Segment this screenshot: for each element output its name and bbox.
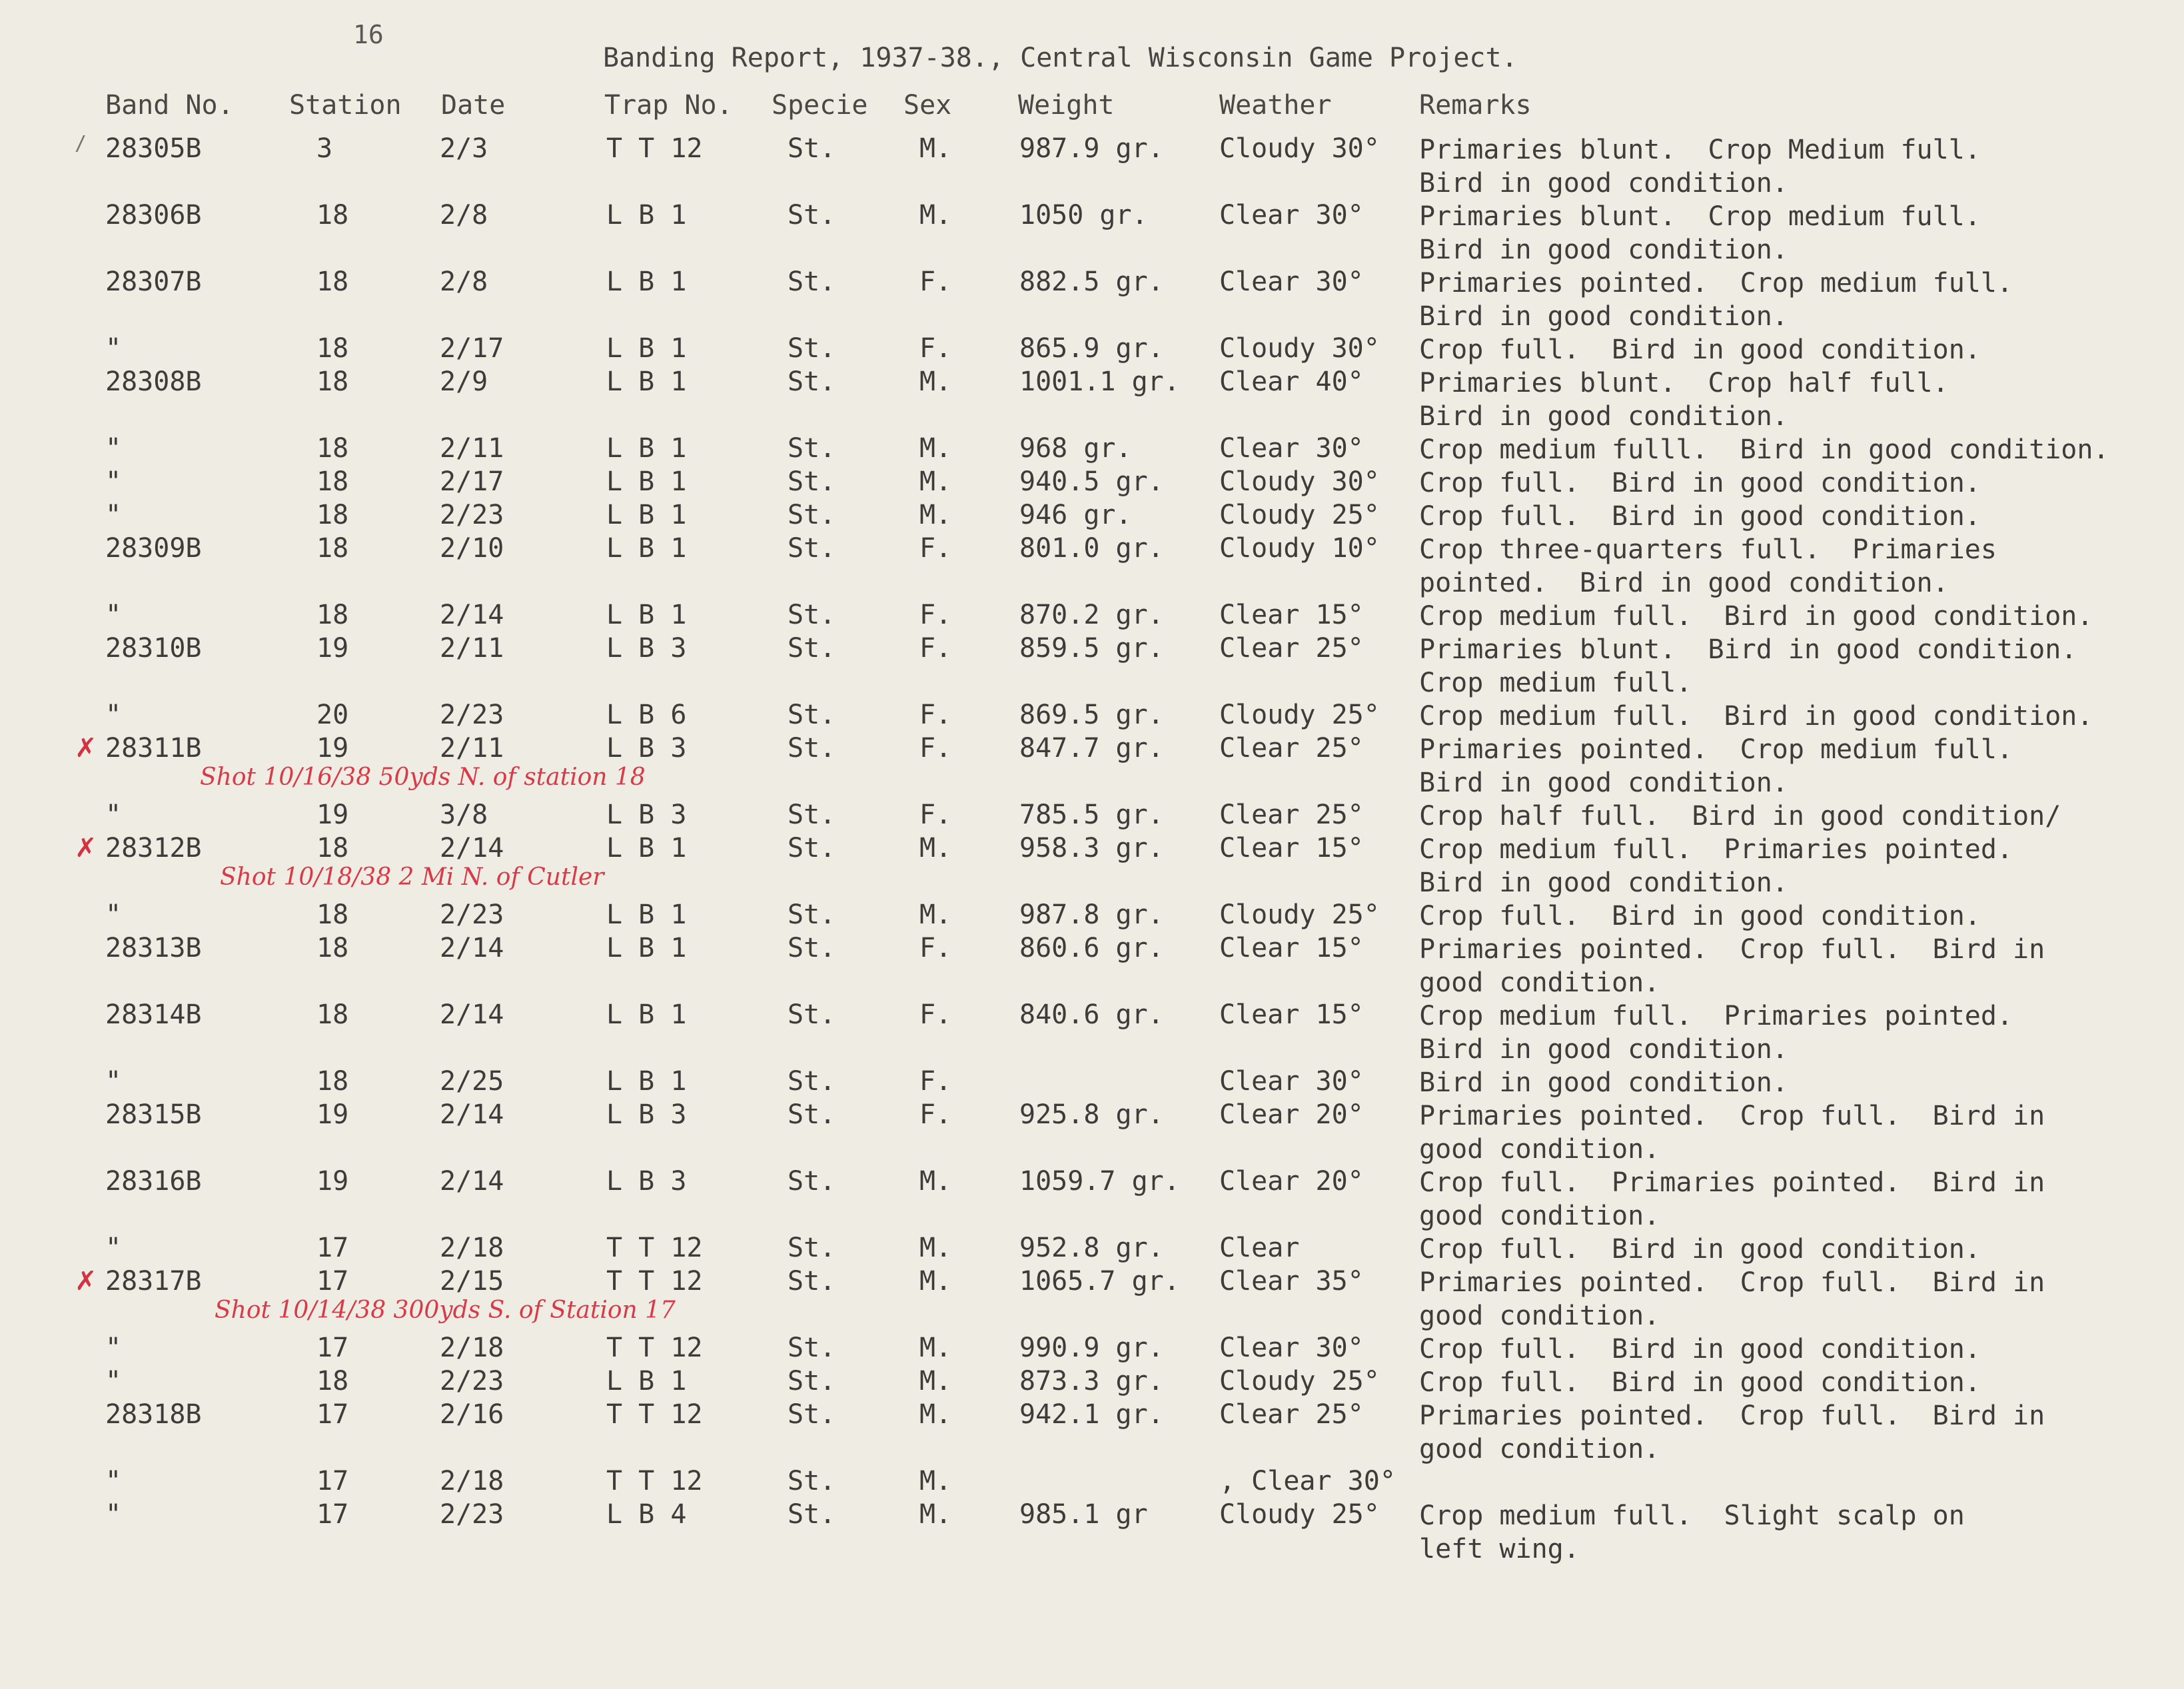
cell-weight: 1059.7 gr. (1019, 1166, 1180, 1197)
cell-date: 2/14 (440, 1166, 504, 1197)
cell-remarks: Primaries pointed. Crop medium full. Bird in good condition. (1419, 734, 2013, 798)
cell-band-no: " (105, 500, 122, 530)
cell-remarks: Primaries blunt. Crop medium full. Bird in good condition. (1419, 201, 1981, 265)
cell-station: 19 (316, 1166, 349, 1197)
red-check-mark: ✗ (75, 733, 97, 764)
cell-remarks: Crop medium full. Primaries pointed. Bird in good condition. (1419, 834, 2013, 898)
cell-date: 2/23 (440, 700, 504, 730)
cell-weather: Cloudy 30° (1219, 333, 1380, 364)
cell-station: 18 (316, 466, 349, 497)
cell-weight: 840.6 gr. (1019, 999, 1164, 1030)
cell-band-no: 28317B (105, 1266, 202, 1297)
cell-remarks: Crop full. Bird in good condition. (1419, 468, 1981, 498)
cell-station: 18 (316, 433, 349, 464)
cell-station: 18 (316, 1366, 349, 1397)
cell-trap-no: L B 1 (606, 200, 687, 231)
cell-sex: M. (919, 833, 952, 863)
table-row (0, 1099, 2184, 1165)
cell-sex: F. (919, 733, 952, 764)
cell-weather: Cloudy 25° (1219, 1366, 1380, 1397)
cell-specie: St. (788, 933, 836, 963)
cell-weight: 942.1 gr. (1019, 1399, 1164, 1430)
cell-weather: Clear 20° (1219, 1166, 1364, 1197)
cell-date: 2/18 (440, 1466, 504, 1496)
cell-band-no: 28311B (105, 733, 202, 764)
cell-weight: 952.8 gr. (1019, 1233, 1164, 1263)
cell-sex: M. (919, 500, 952, 530)
cell-weight: 985.1 gr (1019, 1499, 1148, 1530)
cell-weather: Clear 30° (1219, 1066, 1364, 1097)
cell-weather: Clear 25° (1219, 633, 1364, 664)
cell-band-no: " (105, 1333, 122, 1363)
cell-band-no: " (105, 800, 122, 830)
cell-date: 2/23 (440, 1499, 504, 1530)
cell-sex: M. (919, 433, 952, 464)
cell-weather: Cloudy 25° (1219, 1499, 1380, 1530)
cell-station: 18 (316, 200, 349, 231)
red-check-mark: ✗ (75, 833, 97, 863)
table-row (0, 633, 2184, 698)
cell-weight: 990.9 gr. (1019, 1333, 1164, 1363)
cell-sex: M. (919, 200, 952, 231)
cell-weight: 801.0 gr. (1019, 533, 1164, 564)
header-remarks: Remarks (1419, 90, 1532, 121)
cell-remarks: Crop full. Bird in good condition. (1419, 1334, 1981, 1365)
cell-specie: St. (788, 1233, 836, 1263)
cell-trap-no: L B 1 (606, 466, 687, 497)
cell-weight: 847.7 gr. (1019, 733, 1164, 764)
cell-date: 2/18 (440, 1333, 504, 1363)
cell-weight: 785.5 gr. (1019, 800, 1164, 830)
cell-sex: M. (919, 466, 952, 497)
cell-sex: F. (919, 800, 952, 830)
cell-remarks: Primaries blunt. Crop half full. Bird in good condition. (1419, 368, 1949, 432)
table-row (0, 133, 2184, 199)
cell-trap-no: L B 3 (606, 733, 687, 764)
cell-band-no: 28306B (105, 200, 202, 231)
cell-band-no: " (105, 1366, 122, 1397)
cell-specie: St. (788, 133, 836, 164)
cell-weather: Clear 40° (1219, 366, 1364, 397)
cell-weight: 1001.1 gr. (1019, 366, 1180, 397)
cell-band-no: 28310B (105, 633, 202, 664)
cell-sex: F. (919, 633, 952, 664)
cell-weather: Clear 25° (1219, 800, 1364, 830)
cell-remarks: Crop full. Bird in good condition. (1419, 901, 1981, 931)
cell-weight: 958.3 gr. (1019, 833, 1164, 863)
cell-band-no: " (105, 700, 122, 730)
table-row (0, 366, 2184, 432)
cell-weather: Cloudy 25° (1219, 700, 1380, 730)
cell-trap-no: L B 4 (606, 1499, 687, 1530)
cell-band-no: 28313B (105, 933, 202, 963)
cell-specie: St. (788, 267, 836, 297)
cell-station: 17 (316, 1233, 349, 1263)
cell-weight: 1050 gr. (1019, 200, 1148, 231)
cell-band-no: " (105, 1066, 122, 1097)
cell-date: 2/17 (440, 333, 504, 364)
cell-sex: M. (919, 1266, 952, 1297)
header-band-no: Band No. (105, 90, 234, 121)
cell-sex: F. (919, 1066, 952, 1097)
cell-weight: 1065.7 gr. (1019, 1266, 1180, 1297)
cell-sex: F. (919, 700, 952, 730)
cell-weight: 925.8 gr. (1019, 1099, 1164, 1130)
cell-sex: M. (919, 1166, 952, 1197)
cell-sex: F. (919, 533, 952, 564)
cell-band-no: 28305B (105, 133, 202, 164)
cell-weight: 940.5 gr. (1019, 466, 1164, 497)
cell-remarks: Primaries blunt. Crop Medium full. Bird in good condition. (1419, 135, 1981, 199)
cell-specie: St. (788, 1399, 836, 1430)
cell-date: 3/8 (440, 800, 488, 830)
cell-weather: Clear 15° (1219, 933, 1364, 963)
cell-date: 2/10 (440, 533, 504, 564)
cell-weight: 946 gr. (1019, 500, 1132, 530)
cell-weight: 869.5 gr. (1019, 700, 1164, 730)
cell-weather: Clear (1219, 1233, 1300, 1263)
cell-remarks: Primaries pointed. Crop full. Bird in good condition. (1419, 1267, 2045, 1331)
cell-band-no: 28318B (105, 1399, 202, 1430)
cell-weight: 882.5 gr. (1019, 267, 1164, 297)
page-number: 16 (353, 20, 384, 49)
cell-date: 2/23 (440, 500, 504, 530)
cell-weight: 873.3 gr. (1019, 1366, 1164, 1397)
cell-date: 2/3 (440, 133, 488, 164)
cell-band-no: 28316B (105, 1166, 202, 1197)
cell-specie: St. (788, 1499, 836, 1530)
stray-mark: / (75, 132, 87, 155)
cell-specie: St. (788, 733, 836, 764)
cell-weather: Clear 25° (1219, 1399, 1364, 1430)
cell-station: 3 (316, 133, 333, 164)
page-title: Banding Report, 1937-38., Central Wisconsin Game Project. (603, 43, 1518, 73)
cell-weather: Clear 30° (1219, 267, 1364, 297)
cell-station: 18 (316, 533, 349, 564)
cell-specie: St. (788, 600, 836, 630)
cell-band-no: " (105, 333, 122, 364)
cell-sex: M. (919, 1366, 952, 1397)
cell-station: 18 (316, 999, 349, 1030)
cell-station: 18 (316, 267, 349, 297)
cell-band-no: " (105, 1466, 122, 1496)
cell-weight: 859.5 gr. (1019, 633, 1164, 664)
cell-date: 2/17 (440, 466, 504, 497)
cell-specie: St. (788, 999, 836, 1030)
cell-sex: M. (919, 1499, 952, 1530)
cell-trap-no: L B 1 (606, 366, 687, 397)
cell-trap-no: L B 3 (606, 1099, 687, 1130)
cell-trap-no: T T 12 (606, 1333, 703, 1363)
cell-remarks: Crop full. Bird in good condition. (1419, 1234, 1981, 1265)
cell-remarks: Primaries pointed. Crop full. Bird in good condition. (1419, 1101, 2045, 1165)
cell-remarks: Crop half full. Bird in good condition/ (1419, 801, 2061, 832)
cell-remarks: Primaries pointed. Crop full. Bird in good condition. (1419, 1401, 2045, 1464)
cell-weather: Cloudy 25° (1219, 899, 1380, 930)
header-sex: Sex (903, 90, 952, 121)
cell-remarks: Crop medium full. Slight scalp on left wing. (1419, 1500, 1965, 1564)
cell-station: 18 (316, 899, 349, 930)
cell-station: 17 (316, 1333, 349, 1363)
cell-remarks: Crop full. Bird in good condition. (1419, 501, 1981, 532)
handwritten-note: Shot 10/16/38 50yds N. of station 18 (200, 764, 646, 791)
cell-trap-no: L B 3 (606, 1166, 687, 1197)
cell-weight: 987.8 gr. (1019, 899, 1164, 930)
handwritten-note: Shot 10/18/38 2 Mi N. of Cutler (220, 863, 604, 891)
cell-band-no: 28315B (105, 1099, 202, 1130)
cell-specie: St. (788, 1166, 836, 1197)
cell-trap-no: L B 3 (606, 633, 687, 664)
cell-remarks: Crop full. Primaries pointed. Bird in good condition. (1419, 1167, 2045, 1231)
cell-remarks: Crop medium full. Primaries pointed. Bird in good condition. (1419, 1001, 2013, 1065)
table-row (0, 200, 2184, 265)
cell-specie: St. (788, 1333, 836, 1363)
cell-specie: St. (788, 800, 836, 830)
cell-band-no: " (105, 600, 122, 630)
cell-trap-no: L B 1 (606, 1066, 687, 1097)
cell-sex: M. (919, 133, 952, 164)
cell-trap-no: T T 12 (606, 1399, 703, 1430)
cell-date: 2/14 (440, 833, 504, 863)
cell-specie: St. (788, 200, 836, 231)
table-row (0, 999, 2184, 1065)
cell-weight: 865.9 gr. (1019, 333, 1164, 364)
cell-remarks: Primaries pointed. Crop full. Bird in good condition. (1419, 934, 2045, 998)
cell-remarks: Crop medium full. Bird in good condition. (1419, 601, 2093, 632)
cell-station: 20 (316, 700, 349, 730)
cell-specie: St. (788, 366, 836, 397)
cell-band-no: " (105, 1233, 122, 1263)
cell-trap-no: L B 1 (606, 933, 687, 963)
cell-band-no: 28312B (105, 833, 202, 863)
cell-band-no: 28307B (105, 267, 202, 297)
cell-sex: F. (919, 600, 952, 630)
cell-specie: St. (788, 899, 836, 930)
cell-sex: F. (919, 1099, 952, 1130)
cell-weather: Clear 15° (1219, 999, 1364, 1030)
red-check-mark: ✗ (75, 1266, 97, 1297)
cell-date: 2/23 (440, 899, 504, 930)
cell-band-no: 28314B (105, 999, 202, 1030)
table-row (0, 933, 2184, 998)
cell-sex: M. (919, 1466, 952, 1496)
cell-remarks: Crop three-quarters full. Primaries pointed. Bird in good condition. (1419, 534, 1997, 598)
table-row (0, 1166, 2184, 1231)
cell-station: 17 (316, 1499, 349, 1530)
cell-trap-no: L B 3 (606, 800, 687, 830)
header-weight: Weight (1018, 90, 1115, 121)
cell-remarks: Primaries blunt. Bird in good condition. Crop medium full. (1419, 634, 2077, 698)
cell-station: 19 (316, 1099, 349, 1130)
handwritten-note: Shot 10/14/38 300yds S. of Station 17 (215, 1297, 676, 1324)
cell-remarks: Crop medium full. Bird in good condition. (1419, 701, 2093, 732)
cell-sex: M. (919, 366, 952, 397)
cell-date: 2/14 (440, 1099, 504, 1130)
cell-trap-no: L B 1 (606, 899, 687, 930)
cell-sex: F. (919, 333, 952, 364)
cell-date: 2/16 (440, 1399, 504, 1430)
cell-sex: M. (919, 1399, 952, 1430)
cell-remarks: Crop full. Bird in good condition. (1419, 1367, 1981, 1398)
header-date: Date (441, 90, 506, 121)
cell-station: 18 (316, 1066, 349, 1097)
cell-band-no: " (105, 433, 122, 464)
cell-specie: St. (788, 500, 836, 530)
cell-trap-no: L B 1 (606, 833, 687, 863)
cell-weather: Cloudy 30° (1219, 133, 1380, 164)
cell-band-no: " (105, 1499, 122, 1530)
cell-trap-no: L B 1 (606, 267, 687, 297)
cell-specie: St. (788, 833, 836, 863)
cell-sex: M. (919, 899, 952, 930)
cell-specie: St. (788, 633, 836, 664)
header-trap-no: Trap No. (604, 90, 733, 121)
cell-band-no: 28308B (105, 366, 202, 397)
cell-specie: St. (788, 1099, 836, 1130)
cell-specie: St. (788, 1266, 836, 1297)
cell-trap-no: L B 1 (606, 333, 687, 364)
cell-sex: F. (919, 933, 952, 963)
table-row (0, 267, 2184, 332)
cell-weight: 987.9 gr. (1019, 133, 1164, 164)
cell-weather: Clear 30° (1219, 433, 1364, 464)
cell-station: 19 (316, 733, 349, 764)
cell-date: 2/15 (440, 1266, 504, 1297)
cell-weather: Cloudy 10° (1219, 533, 1380, 564)
table-row (0, 1499, 2184, 1564)
cell-weather: Clear 30° (1219, 200, 1364, 231)
cell-specie: St. (788, 700, 836, 730)
cell-date: 2/25 (440, 1066, 504, 1097)
cell-trap-no: L B 1 (606, 500, 687, 530)
cell-station: 19 (316, 800, 349, 830)
cell-station: 18 (316, 600, 349, 630)
cell-station: 18 (316, 366, 349, 397)
cell-trap-no: L B 1 (606, 533, 687, 564)
cell-sex: M. (919, 1333, 952, 1363)
cell-specie: St. (788, 333, 836, 364)
cell-sex: F. (919, 999, 952, 1030)
cell-remarks: Bird in good condition. (1419, 1067, 1788, 1098)
cell-weather: Clear 15° (1219, 600, 1364, 630)
cell-weather: Clear 35° (1219, 1266, 1364, 1297)
cell-station: 18 (316, 833, 349, 863)
header-station: Station (289, 90, 402, 121)
header-specie: Specie (772, 90, 868, 121)
cell-weather: Clear 30° (1219, 1333, 1364, 1363)
cell-station: 18 (316, 933, 349, 963)
cell-remarks: Crop medium fulll. Bird in good condition. (1419, 434, 2109, 465)
cell-date: 2/11 (440, 733, 504, 764)
cell-trap-no: T T 12 (606, 1266, 703, 1297)
cell-station: 17 (316, 1466, 349, 1496)
cell-remarks: Primaries pointed. Crop medium full. Bird in good condition. (1419, 268, 2013, 332)
cell-weather: Clear 15° (1219, 833, 1364, 863)
cell-specie: St. (788, 533, 836, 564)
cell-date: 2/8 (440, 267, 488, 297)
cell-trap-no: T T 12 (606, 1233, 703, 1263)
cell-date: 2/8 (440, 200, 488, 231)
table-row (0, 1399, 2184, 1464)
cell-sex: M. (919, 1233, 952, 1263)
cell-weather: , Clear 30° (1219, 1466, 1396, 1496)
cell-date: 2/18 (440, 1233, 504, 1263)
cell-date: 2/9 (440, 366, 488, 397)
cell-station: 18 (316, 500, 349, 530)
cell-weather: Clear 25° (1219, 733, 1364, 764)
cell-weight: 860.6 gr. (1019, 933, 1164, 963)
cell-date: 2/11 (440, 633, 504, 664)
cell-date: 2/14 (440, 999, 504, 1030)
cell-trap-no: L B 1 (606, 1366, 687, 1397)
cell-specie: St. (788, 1066, 836, 1097)
cell-band-no: 28309B (105, 533, 202, 564)
cell-band-no: " (105, 899, 122, 930)
cell-weight: 968 gr. (1019, 433, 1132, 464)
cell-date: 2/11 (440, 433, 504, 464)
cell-weather: Clear 20° (1219, 1099, 1364, 1130)
cell-trap-no: T T 12 (606, 133, 703, 164)
cell-station: 18 (316, 333, 349, 364)
cell-weather: Cloudy 25° (1219, 500, 1380, 530)
cell-weather: Cloudy 30° (1219, 466, 1380, 497)
cell-station: 17 (316, 1266, 349, 1297)
cell-specie: St. (788, 1366, 836, 1397)
cell-station: 17 (316, 1399, 349, 1430)
cell-specie: St. (788, 1466, 836, 1496)
header-weather: Weather (1219, 90, 1332, 121)
cell-station: 19 (316, 633, 349, 664)
cell-specie: St. (788, 466, 836, 497)
cell-date: 2/14 (440, 600, 504, 630)
cell-date: 2/14 (440, 933, 504, 963)
cell-trap-no: L B 1 (606, 999, 687, 1030)
cell-trap-no: L B 1 (606, 600, 687, 630)
cell-remarks: Crop full. Bird in good condition. (1419, 334, 1981, 365)
cell-weight: 870.2 gr. (1019, 600, 1164, 630)
cell-trap-no: T T 12 (606, 1466, 703, 1496)
cell-band-no: " (105, 466, 122, 497)
table-row (0, 533, 2184, 598)
cell-specie: St. (788, 433, 836, 464)
cell-trap-no: L B 1 (606, 433, 687, 464)
cell-trap-no: L B 6 (606, 700, 687, 730)
cell-sex: F. (919, 267, 952, 297)
cell-date: 2/23 (440, 1366, 504, 1397)
